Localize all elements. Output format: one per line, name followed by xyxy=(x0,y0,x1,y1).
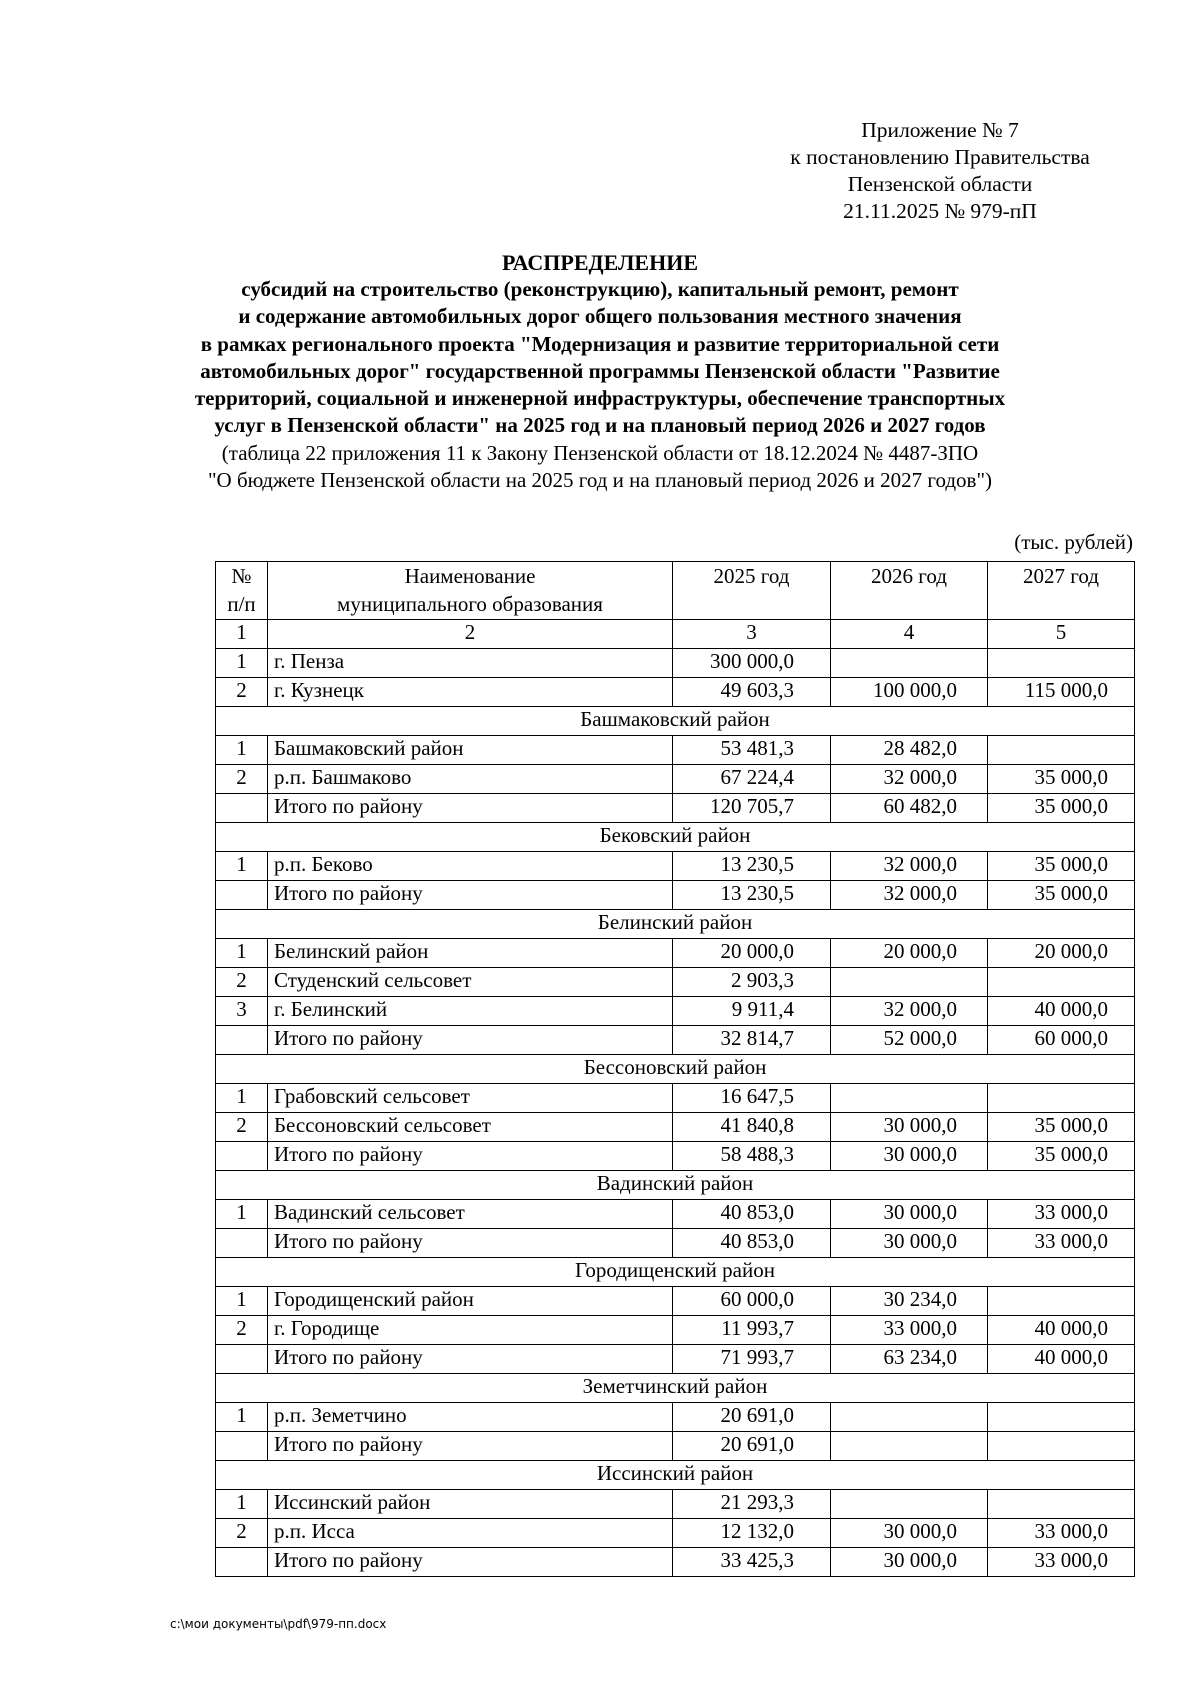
appendix-line: Приложение № 7 xyxy=(861,118,1019,142)
value-2026: 30 000,0 xyxy=(831,1113,988,1142)
table-row xyxy=(216,1519,1135,1548)
district-header-row xyxy=(216,1055,1135,1084)
row-name: Башмаковский район xyxy=(268,736,673,765)
value-2025: 60 000,0 xyxy=(673,1287,831,1316)
value-2026 xyxy=(831,649,988,678)
row-number: 2 xyxy=(216,1316,268,1345)
row-number: 1 xyxy=(216,736,268,765)
value-2026: 32 000,0 xyxy=(831,881,988,910)
value-2025: 71 993,7 xyxy=(673,1345,831,1374)
district-total-row xyxy=(216,1345,1135,1374)
value-2025: 20 000,0 xyxy=(673,939,831,968)
title-sub-line: автомобильных дорог" государственной программы Пензенской области "Развитие xyxy=(200,358,1000,383)
district-header-row xyxy=(216,707,1135,736)
district-header-row xyxy=(216,1171,1135,1200)
value-2026: 30 000,0 xyxy=(831,1548,988,1577)
row-name: Итого по району xyxy=(268,1229,673,1258)
header-2025: 2025 год xyxy=(673,562,831,620)
district-header-row xyxy=(216,910,1135,939)
row-name: Городищенский район xyxy=(268,1287,673,1316)
district-header-row xyxy=(216,1461,1135,1490)
district-name: Иссинский район xyxy=(216,1461,1135,1490)
value-2027: 20 000,0 xyxy=(988,939,1135,968)
value-2027 xyxy=(988,1287,1135,1316)
value-2025: 49 603,3 xyxy=(673,678,831,707)
table-row xyxy=(216,997,1135,1026)
value-2027 xyxy=(988,649,1135,678)
row-name: Итого по району xyxy=(268,1026,673,1055)
value-2025: 33 425,3 xyxy=(673,1548,831,1577)
row-number: 1 xyxy=(216,1287,268,1316)
row-number: 1 xyxy=(216,1403,268,1432)
district-total-row xyxy=(216,881,1135,910)
row-name: Итого по району xyxy=(268,1345,673,1374)
value-2027: 33 000,0 xyxy=(988,1200,1135,1229)
table-row xyxy=(216,1490,1135,1519)
district-total-row xyxy=(216,1229,1135,1258)
row-name: г. Городище xyxy=(268,1316,673,1345)
value-2025: 40 853,0 xyxy=(673,1200,831,1229)
row-name: р.п. Башмаково xyxy=(268,765,673,794)
value-2025: 67 224,4 xyxy=(673,765,831,794)
row-name: Иссинский район xyxy=(268,1490,673,1519)
value-2027: 35 000,0 xyxy=(988,1113,1135,1142)
value-2026: 28 482,0 xyxy=(831,736,988,765)
table-header-row xyxy=(216,562,1135,620)
title-sub-line: территорий, социальной и инженерной инфраструктуры, обеспечение транспортных xyxy=(194,386,1006,411)
value-2026: 32 000,0 xyxy=(831,997,988,1026)
row-number: 2 xyxy=(216,1113,268,1142)
value-2026: 32 000,0 xyxy=(831,765,988,794)
row-name: г. Белинский xyxy=(268,997,673,1026)
row-number xyxy=(216,1026,268,1055)
value-2025: 120 705,7 xyxy=(673,794,831,823)
row-name: р.п. Беково xyxy=(268,852,673,881)
value-2027: 33 000,0 xyxy=(988,1548,1135,1577)
value-2025: 16 647,5 xyxy=(673,1084,831,1113)
value-2026: 32 000,0 xyxy=(831,852,988,881)
row-name: г. Кузнецк xyxy=(268,678,673,707)
header-num-line: № xyxy=(231,564,252,588)
value-2027 xyxy=(988,1490,1135,1519)
title-law-line: "О бюджете Пензенской области на 2025 год и на плановый период 2026 и 2027 годов") xyxy=(207,467,993,492)
row-number xyxy=(216,881,268,910)
value-2027: 35 000,0 xyxy=(988,1142,1135,1171)
value-2027: 35 000,0 xyxy=(988,881,1135,910)
table-row xyxy=(216,852,1135,881)
units-label: (тыс. рублей) xyxy=(1014,530,1133,554)
district-name: Вадинский район xyxy=(216,1171,1135,1200)
table-row xyxy=(216,968,1135,997)
table-row xyxy=(216,765,1135,794)
header-2026: 2026 год xyxy=(831,562,988,620)
row-number: 1 xyxy=(216,1490,268,1519)
value-2026: 20 000,0 xyxy=(831,939,988,968)
district-name: Земетчинский район xyxy=(216,1374,1135,1403)
title-law-line: (таблица 22 приложения 11 к Закону Пензенской области от 18.12.2024 № 4487-ЗПО xyxy=(221,440,979,465)
table-row xyxy=(216,736,1135,765)
row-name: Белинский район xyxy=(268,939,673,968)
appendix-line: к постановлению Правительства xyxy=(790,145,1090,169)
row-number: 1 xyxy=(216,1200,268,1229)
header-name-line: Наименование xyxy=(404,564,536,588)
row-number: 1 xyxy=(216,939,268,968)
value-2027 xyxy=(988,1403,1135,1432)
value-2026 xyxy=(831,1403,988,1432)
district-name: Белинский район xyxy=(216,910,1135,939)
row-name: Итого по району xyxy=(268,794,673,823)
value-2026: 30 000,0 xyxy=(831,1200,988,1229)
title-sub-line: в рамках регионального проекта "Модернизация и развитие территориальной сети xyxy=(200,331,1000,356)
value-2027: 35 000,0 xyxy=(988,794,1135,823)
row-number: 2 xyxy=(216,765,268,794)
value-2025: 40 853,0 xyxy=(673,1229,831,1258)
row-name: Студенский сельсовет xyxy=(268,968,673,997)
district-name: Бековский район xyxy=(216,823,1135,852)
row-number: 1 xyxy=(216,1084,268,1113)
value-2025: 9 911,4 xyxy=(673,997,831,1026)
table-row xyxy=(216,1287,1135,1316)
value-2026 xyxy=(831,1432,988,1461)
value-2026 xyxy=(831,968,988,997)
value-2027: 33 000,0 xyxy=(988,1519,1135,1548)
district-name: Городищенский район xyxy=(216,1258,1135,1287)
title-main: РАСПРЕДЕЛЕНИЕ xyxy=(501,250,698,275)
row-name: Итого по району xyxy=(268,1142,673,1171)
value-2027: 115 000,0 xyxy=(988,678,1135,707)
row-name: р.п. Исса xyxy=(268,1519,673,1548)
file-path-footer: c:\мои документы\pdf\979-пп.docx xyxy=(170,1617,387,1631)
value-2026: 33 000,0 xyxy=(831,1316,988,1345)
title-sub-line: услуг в Пензенской области" на 2025 год и на плановый период 2026 и 2027 годов xyxy=(214,413,986,438)
column-number: 3 xyxy=(673,620,831,649)
value-2025: 300 000,0 xyxy=(673,649,831,678)
column-number: 4 xyxy=(831,620,988,649)
distribution-table xyxy=(215,561,1135,1577)
value-2027 xyxy=(988,968,1135,997)
title-sub-line: и содержание автомобильных дорог общего пользования местного значения xyxy=(238,304,962,329)
table-row xyxy=(216,939,1135,968)
table-row xyxy=(216,678,1135,707)
value-2025: 20 691,0 xyxy=(673,1432,831,1461)
row-number: 1 xyxy=(216,852,268,881)
row-name: Итого по району xyxy=(268,1432,673,1461)
table-row xyxy=(216,1084,1135,1113)
row-name: р.п. Земетчино xyxy=(268,1403,673,1432)
header-2027: 2027 год xyxy=(988,562,1135,620)
value-2025: 41 840,8 xyxy=(673,1113,831,1142)
row-number xyxy=(216,1432,268,1461)
row-number: 2 xyxy=(216,678,268,707)
value-2025: 53 481,3 xyxy=(673,736,831,765)
value-2026: 30 000,0 xyxy=(831,1229,988,1258)
value-2027: 40 000,0 xyxy=(988,1316,1135,1345)
value-2025: 58 488,3 xyxy=(673,1142,831,1171)
row-number xyxy=(216,1229,268,1258)
district-total-row xyxy=(216,794,1135,823)
row-number xyxy=(216,1345,268,1374)
value-2027: 35 000,0 xyxy=(988,852,1135,881)
district-header-row xyxy=(216,1374,1135,1403)
value-2026: 63 234,0 xyxy=(831,1345,988,1374)
district-total-row xyxy=(216,1548,1135,1577)
value-2027: 35 000,0 xyxy=(988,765,1135,794)
row-name: Грабовский сельсовет xyxy=(268,1084,673,1113)
value-2027: 33 000,0 xyxy=(988,1229,1135,1258)
value-2025: 13 230,5 xyxy=(673,881,831,910)
value-2027 xyxy=(988,1432,1135,1461)
value-2026: 52 000,0 xyxy=(831,1026,988,1055)
district-name: Бессоновский район xyxy=(216,1055,1135,1084)
value-2025: 20 691,0 xyxy=(673,1403,831,1432)
row-number xyxy=(216,794,268,823)
value-2025: 32 814,7 xyxy=(673,1026,831,1055)
column-number: 1 xyxy=(216,620,268,649)
value-2027 xyxy=(988,736,1135,765)
table-row xyxy=(216,649,1135,678)
appendix-line: Пензенской области xyxy=(847,172,1033,196)
district-total-row xyxy=(216,1026,1135,1055)
value-2026: 60 482,0 xyxy=(831,794,988,823)
table-row xyxy=(216,1200,1135,1229)
document-title xyxy=(150,249,1050,494)
row-name: г. Пенза xyxy=(268,649,673,678)
table-row xyxy=(216,1316,1135,1345)
value-2025: 12 132,0 xyxy=(673,1519,831,1548)
row-number: 1 xyxy=(216,649,268,678)
row-name: Вадинский сельсовет xyxy=(268,1200,673,1229)
district-header-row xyxy=(216,823,1135,852)
row-number: 2 xyxy=(216,1519,268,1548)
district-header-row xyxy=(216,1258,1135,1287)
value-2027: 60 000,0 xyxy=(988,1026,1135,1055)
row-number xyxy=(216,1142,268,1171)
district-name: Башмаковский район xyxy=(216,707,1135,736)
value-2025: 11 993,7 xyxy=(673,1316,831,1345)
value-2026: 30 234,0 xyxy=(831,1287,988,1316)
value-2025: 21 293,3 xyxy=(673,1490,831,1519)
value-2026 xyxy=(831,1490,988,1519)
title-sub-line: субсидий на строительство (реконструкцию), капитальный ремонт, ремонт xyxy=(241,277,959,301)
value-2027: 40 000,0 xyxy=(988,1345,1135,1374)
table-row xyxy=(216,1403,1135,1432)
value-2026: 30 000,0 xyxy=(831,1519,988,1548)
value-2025: 2 903,3 xyxy=(673,968,831,997)
column-number-row xyxy=(216,620,1135,649)
header-num xyxy=(216,562,268,620)
column-number: 5 xyxy=(988,620,1135,649)
district-total-row xyxy=(216,1432,1135,1461)
row-name: Бессоновский сельсовет xyxy=(268,1113,673,1142)
value-2027 xyxy=(988,1084,1135,1113)
value-2026: 30 000,0 xyxy=(831,1142,988,1171)
header-num-line: п/п xyxy=(227,592,256,616)
value-2025: 13 230,5 xyxy=(673,852,831,881)
value-2026 xyxy=(831,1084,988,1113)
row-number: 2 xyxy=(216,968,268,997)
appendix-block xyxy=(765,117,1115,225)
row-number xyxy=(216,1548,268,1577)
row-name: Итого по району xyxy=(268,1548,673,1577)
column-number: 2 xyxy=(268,620,673,649)
row-number: 3 xyxy=(216,997,268,1026)
row-name: Итого по району xyxy=(268,881,673,910)
header-name-line: муниципального образования xyxy=(337,592,603,616)
table-row xyxy=(216,1113,1135,1142)
district-total-row xyxy=(216,1142,1135,1171)
appendix-line: 21.11.2025 № 979-пП xyxy=(843,199,1037,223)
header-name xyxy=(268,562,673,620)
value-2027: 40 000,0 xyxy=(988,997,1135,1026)
value-2026: 100 000,0 xyxy=(831,678,988,707)
